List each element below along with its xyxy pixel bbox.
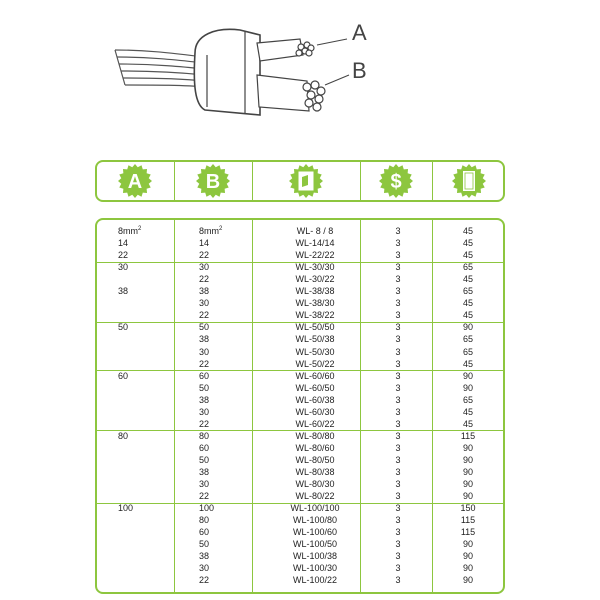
cell-size-b: 22 (199, 274, 210, 285)
cell-size-b: 60 (199, 442, 210, 453)
cell-size-b: 50 (199, 454, 210, 465)
header-divider (432, 162, 433, 200)
cell-number: 45 (462, 406, 473, 417)
cell-number: 90 (462, 467, 473, 477)
connector-icon (288, 163, 324, 199)
header-cell-1 (95, 162, 174, 200)
cell-model-code: WL-80/30 (295, 479, 335, 490)
cell-model-code: WL-80/22 (295, 491, 335, 502)
cell-quantity: 3 (395, 454, 401, 465)
cell-size-a: 100 (118, 503, 134, 514)
cell-quantity: 3 (395, 322, 401, 333)
cell-size-b: 60 (199, 370, 210, 381)
cell-size-b: 30 (199, 563, 210, 574)
cell-model-code: WL-50/50 (295, 322, 335, 333)
cell-model-code: WL-50/30 (295, 346, 335, 357)
cell-quantity: 3 (395, 479, 401, 490)
cell-size-b: $8mm^2$ (199, 226, 223, 236)
cell-number: 90 (462, 454, 473, 465)
cell-model-code: WL-100/60 (292, 527, 338, 538)
cell-number: 45 (462, 238, 473, 249)
cell-model-code: WL-60/38 (295, 394, 335, 405)
cell-size-a: 50 (118, 322, 129, 333)
callout-label-b: B (352, 58, 367, 83)
cell-size-b: 22 (199, 310, 210, 321)
cell-size-b: 50 (199, 322, 210, 333)
cell-size-a: 14 (118, 238, 129, 249)
cell-model-code: WL-50/22 (295, 358, 335, 369)
cell-size-b: 80 (199, 430, 210, 441)
box-icon (451, 163, 487, 199)
cell-size-b: 14 (199, 238, 210, 249)
cell-quantity: 3 (395, 563, 401, 574)
cell-quantity: 3 (395, 382, 401, 393)
cell-model-code: WL-38/22 (295, 310, 335, 321)
cell-quantity: 3 (395, 298, 401, 309)
cell-quantity: 3 (395, 394, 401, 405)
cell-number: 45 (462, 310, 473, 321)
cell-size-b: 50 (199, 539, 210, 550)
cell-number: 90 (462, 370, 473, 381)
cell-model-code: WL-100/30 (292, 563, 338, 574)
cell-number: 90 (462, 491, 473, 502)
cell-model-code: WL-80/50 (295, 454, 335, 465)
cell-model-code: WL-100/100 (290, 503, 340, 514)
cell-model-code: WL-60/60 (295, 370, 335, 381)
cell-number: 115 (460, 430, 476, 441)
cell-number: 45 (462, 358, 473, 369)
cell-quantity: 3 (395, 226, 401, 236)
cell-quantity: 3 (395, 286, 401, 297)
cell-size-b: 50 (199, 382, 210, 393)
cell-number: 90 (462, 479, 473, 490)
cell-size-b: 30 (199, 262, 210, 273)
cell-number: 90 (462, 575, 473, 586)
cell-model-code: WL-38/38 (295, 286, 335, 297)
cell-number: 65 (462, 334, 473, 345)
cell-number: 45 (462, 226, 473, 236)
cell-quantity: 3 (395, 334, 401, 345)
header-letter: A (127, 171, 142, 193)
cell-model-code: WL-100/22 (292, 575, 338, 586)
connector-body (194, 29, 260, 115)
cell-model-code: WL-60/22 (295, 418, 335, 429)
header-badge-4 (378, 163, 414, 199)
callout-label-a: A (352, 20, 367, 45)
cell-model-code: WL-30/30 (295, 262, 335, 273)
cell-number: 115 (460, 515, 476, 526)
cell-model-code: WL-50/38 (295, 334, 335, 345)
cell-size-b: 38 (199, 286, 210, 297)
cell-quantity: 3 (395, 406, 401, 417)
cell-number: 115 (460, 527, 476, 538)
cell-quantity: 3 (395, 430, 401, 441)
cell-number: 90 (462, 382, 473, 393)
header-divider (174, 162, 175, 200)
branch-cable-b (257, 75, 325, 111)
cell-quantity: 3 (395, 527, 401, 538)
cell-model-code: WL-80/38 (295, 467, 335, 477)
header-badge-2 (195, 163, 231, 199)
cell-quantity: 3 (395, 539, 401, 550)
cell-number: 90 (462, 539, 473, 550)
cell-number: 45 (462, 298, 473, 309)
cell-quantity: 3 (395, 310, 401, 321)
cell-size-b: 30 (199, 298, 210, 309)
cell-quantity: 3 (395, 250, 401, 261)
header-cell-5 (432, 162, 505, 200)
cell-size-a: 22 (118, 250, 129, 261)
header-badge-1 (117, 163, 153, 199)
cell-number: 65 (462, 262, 473, 273)
cell-size-b: 30 (199, 406, 210, 417)
cell-size-b: 80 (199, 515, 210, 526)
cell-number: 65 (462, 286, 473, 297)
cell-quantity: 3 (395, 358, 401, 369)
cell-quantity: 3 (395, 503, 401, 514)
cell-model-code: WL-100/50 (292, 539, 338, 550)
cell-model-code: WL-30/22 (295, 274, 335, 285)
cell-model-code: WL-80/60 (295, 442, 335, 453)
cell-quantity: 3 (395, 575, 401, 586)
header-cell-2 (174, 162, 252, 200)
cell-size-a: 60 (118, 370, 129, 381)
cell-number: 65 (462, 394, 473, 405)
header-letter: $ (390, 171, 402, 193)
cell-model-code: WL-22/22 (295, 250, 335, 261)
cell-size-b: 38 (199, 394, 210, 405)
cell-size-a: 30 (118, 262, 129, 273)
cell-number: 65 (462, 346, 473, 357)
cell-model-code: WL-100/80 (292, 515, 338, 526)
cell-size-b: 22 (199, 491, 210, 502)
cell-number: 90 (462, 563, 473, 574)
cell-number: 45 (462, 274, 473, 285)
cell-size-b: 22 (199, 250, 210, 261)
cell-quantity: 3 (395, 551, 401, 562)
cell-model-code: WL- 8 / 8 (296, 226, 334, 236)
cell-quantity: 3 (395, 346, 401, 357)
main-cable-left (115, 50, 205, 87)
header-cell-4 (360, 162, 432, 200)
cell-model-code: WL-60/30 (295, 406, 335, 417)
branch-cable-a (257, 39, 314, 61)
cell-quantity: 3 (395, 442, 401, 453)
cell-model-code: WL-100/38 (292, 551, 338, 562)
cell-size-b: 38 (199, 334, 210, 345)
column-divider (174, 218, 175, 594)
header-divider (360, 162, 361, 200)
cell-size-b: 60 (199, 527, 210, 538)
cell-quantity: 3 (395, 491, 401, 502)
column-divider (360, 218, 361, 594)
cell-quantity: 3 (395, 274, 401, 285)
cell-size-b: 100 (199, 503, 215, 514)
cell-number: 150 (460, 503, 476, 514)
cell-number: 90 (462, 322, 473, 333)
cell-number: 90 (462, 442, 473, 453)
cell-model-code: WL-60/50 (295, 382, 335, 393)
cell-size-a: 38 (118, 286, 129, 297)
cell-quantity: 3 (395, 238, 401, 249)
cell-model-code: WL-80/80 (295, 430, 335, 441)
cell-quantity: 3 (395, 262, 401, 273)
header-divider (252, 162, 253, 200)
header-letter: B (205, 171, 221, 193)
cell-number: 45 (462, 250, 473, 261)
cell-quantity: 3 (395, 370, 401, 381)
column-divider (252, 218, 253, 594)
cell-size-a: 80 (118, 430, 129, 441)
cell-size-a: $8mm^2$ (118, 226, 142, 236)
cell-size-b: 38 (199, 467, 210, 477)
header-cell-3 (252, 162, 360, 200)
cell-size-b: 22 (199, 418, 210, 429)
cell-quantity: 3 (395, 467, 401, 477)
cell-size-b: 38 (199, 551, 210, 562)
cell-size-b: 22 (199, 358, 210, 369)
cell-number: 90 (462, 551, 473, 562)
cell-size-b: 30 (199, 479, 210, 490)
cell-size-b: 22 (199, 575, 210, 586)
cell-size-b: 30 (199, 346, 210, 357)
cell-number: 45 (462, 418, 473, 429)
cable-connector-illustration (95, 15, 395, 135)
cell-quantity: 3 (395, 515, 401, 526)
cell-model-code: WL-38/30 (295, 298, 335, 309)
cell-quantity: 3 (395, 418, 401, 429)
cell-model-code: WL-14/14 (295, 238, 335, 249)
column-divider (432, 218, 433, 594)
